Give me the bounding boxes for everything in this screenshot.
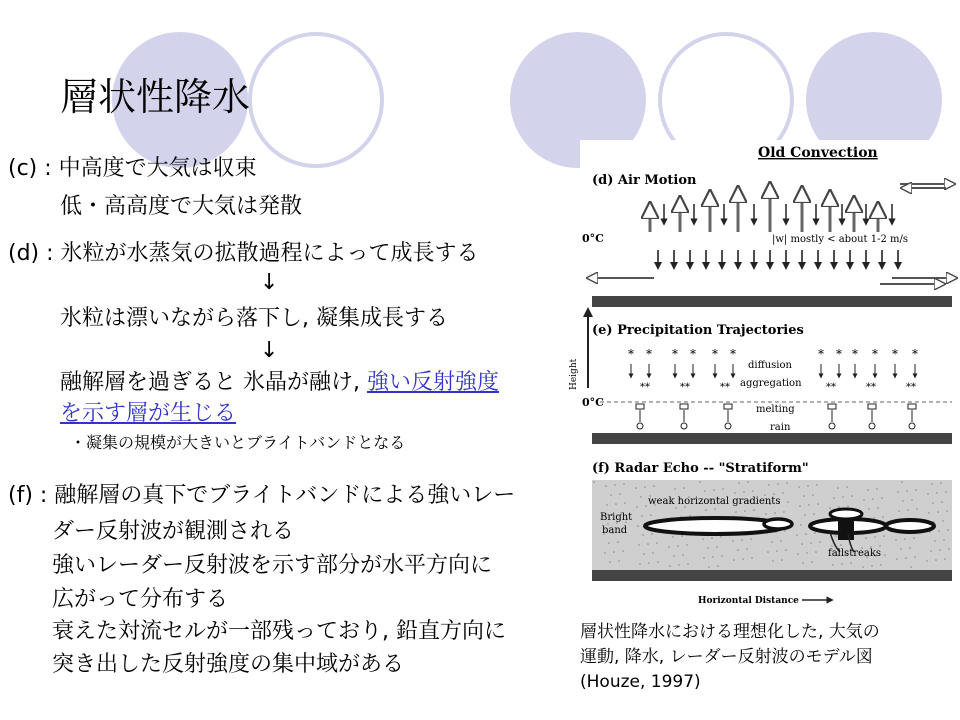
raindrop-icon — [637, 423, 643, 429]
echo-speckle — [708, 566, 710, 568]
echo-speckle — [841, 563, 843, 565]
d-line-3-text: 融解層を過ぎると 氷晶が融け, — [60, 370, 360, 395]
snowflake-icon: * — [872, 347, 878, 361]
echo-speckle — [703, 557, 705, 559]
echo-speckle — [939, 549, 941, 551]
echo-speckle — [914, 556, 916, 558]
echo-speckle — [636, 506, 638, 508]
echo-speckle — [752, 490, 754, 492]
f-line-4: 広がって分布する — [52, 587, 229, 612]
echo-speckle — [732, 540, 734, 542]
echo-speckle — [593, 481, 595, 483]
echo-speckle — [898, 510, 900, 512]
echo-speckle — [840, 544, 842, 546]
height-label: Height — [569, 358, 579, 390]
echo-speckle — [944, 558, 946, 560]
melting-label: melting — [756, 404, 795, 415]
figure-heading: Old Convection — [758, 145, 878, 161]
echo-speckle — [647, 543, 649, 545]
raindrop-icon — [681, 423, 687, 429]
reflectivity-link-2[interactable]: を示す層が生じる — [60, 401, 237, 426]
echo-speckle — [868, 508, 870, 510]
aggregate-icon: ** — [720, 382, 730, 393]
ground-f — [592, 570, 952, 581]
echo-speckle — [618, 560, 620, 562]
echo-speckle — [879, 545, 881, 547]
echo-speckle — [648, 562, 650, 564]
echo-speckle — [613, 551, 615, 553]
raindrop-icon — [725, 423, 731, 429]
echo-speckle — [805, 533, 807, 535]
echo-speckle — [751, 557, 753, 559]
echo-speckle — [906, 490, 908, 492]
echo-speckle — [643, 553, 645, 555]
echo-speckle — [753, 509, 755, 511]
f-line-5: 衰えた対流セルが一部残っており, 鉛直方向に — [52, 619, 506, 644]
echo-speckle — [771, 541, 773, 543]
d-line-3 — [60, 370, 499, 396]
snowflake-icon: * — [712, 347, 718, 361]
echo-speckle — [900, 548, 902, 550]
melting-particle — [636, 404, 644, 409]
echo-speckle — [624, 502, 626, 504]
ground-e — [592, 433, 952, 444]
echo-speckle — [810, 542, 812, 544]
w-label: |w| mostly < about 1-2 m/s — [772, 234, 909, 245]
echo-speckle — [656, 542, 658, 544]
echo-speckle — [717, 565, 719, 567]
d-line-1: (d) : 氷粒が水蒸気の拡散過程によって成長する — [8, 241, 479, 266]
caption-line-2: 運動, 降水, レーダー反射波のモデル図 — [580, 647, 873, 667]
echo-speckle — [642, 534, 644, 536]
echo-speckle — [750, 538, 752, 540]
echo-speckle — [907, 509, 909, 511]
melting-particle — [828, 404, 836, 409]
echo-speckle — [652, 552, 654, 554]
echo-speckle — [785, 549, 787, 551]
reflectivity-link-1[interactable]: 強い反射強度 — [367, 370, 500, 395]
echo-speckle — [638, 544, 640, 546]
echo-speckle — [657, 561, 659, 563]
echo-speckle — [773, 493, 775, 495]
melting-particle — [868, 404, 876, 409]
echo-speckle — [799, 505, 801, 507]
echo-speckle — [650, 514, 652, 516]
echo-speckle — [784, 530, 786, 532]
echo-speckle — [804, 514, 806, 516]
echo-speckle — [862, 566, 864, 568]
echo-speckle — [816, 484, 818, 486]
snowflake-icon: * — [646, 347, 652, 361]
echo-speckle — [863, 499, 865, 501]
echo-speckle — [846, 486, 848, 488]
echo-speckle — [615, 503, 617, 505]
d-line-4 — [60, 401, 236, 427]
echo-speckle — [831, 545, 833, 547]
echo-speckle — [829, 507, 831, 509]
echo-speckle — [606, 504, 608, 506]
snowflake-icon: * — [892, 347, 898, 361]
echo-speckle — [910, 566, 912, 568]
echo-speckle — [931, 483, 933, 485]
zero-c-label-1: 0°C — [582, 232, 604, 245]
echo-speckle — [776, 550, 778, 552]
echo-speckle — [639, 563, 641, 565]
echo-speckle — [945, 491, 947, 493]
echo-speckle — [645, 505, 647, 507]
echo-speckle — [928, 512, 930, 514]
echo-speckle — [738, 482, 740, 484]
echo-speckle — [877, 507, 879, 509]
echo-speckle — [916, 508, 918, 510]
aggregate-icon: ** — [640, 382, 650, 393]
echo-speckle — [702, 538, 704, 540]
echo-speckle — [904, 538, 906, 540]
snowflake-icon: * — [628, 347, 634, 361]
echo-speckle — [786, 482, 788, 484]
echo-speckle — [797, 553, 799, 555]
echo-speckle — [716, 546, 718, 548]
echo-speckle — [673, 555, 675, 557]
echo-speckle — [622, 550, 624, 552]
echo-speckle — [930, 550, 932, 552]
echo-speckle — [669, 565, 671, 567]
echo-speckle — [798, 486, 800, 488]
echo-speckle — [686, 544, 688, 546]
c-line-1: (c) : 中高度で大気は収束 — [8, 156, 257, 181]
echo-speckle — [668, 546, 670, 548]
echo-speckle — [707, 547, 709, 549]
snowflake-icon: * — [672, 347, 678, 361]
echo-speckle — [807, 485, 809, 487]
echo-speckle — [803, 495, 805, 497]
echo-speckle — [897, 491, 899, 493]
echo-speckle — [926, 560, 928, 562]
echo-speckle — [801, 543, 803, 545]
panel-f-label: (f) Radar Echo -- "Stratiform" — [592, 461, 809, 476]
echo-speckle — [741, 539, 743, 541]
echo-speckle — [895, 539, 897, 541]
echo-speckle — [605, 485, 607, 487]
echo-speckle — [637, 525, 639, 527]
echo-speckle — [913, 537, 915, 539]
echo-speckle — [746, 548, 748, 550]
echo-speckle — [678, 564, 680, 566]
echo-speckle — [635, 487, 637, 489]
echo-speckle — [787, 501, 789, 503]
raindrop-icon — [829, 423, 835, 429]
echo-speckle — [747, 481, 749, 483]
echo-speckle — [948, 548, 950, 550]
echo-speckle — [765, 513, 767, 515]
echo-speckle — [947, 529, 949, 531]
echo-speckle — [938, 530, 940, 532]
echo-speckle — [782, 492, 784, 494]
band-label: band — [602, 525, 628, 536]
echo-speckle — [608, 542, 610, 544]
echo-speckle — [833, 497, 835, 499]
echo-speckle — [940, 482, 942, 484]
f-line-6: 突き出した反射強度の集中域がある — [52, 652, 405, 677]
f-line-3: 強いレーダー反射波を示す部分が水平方向に — [52, 553, 493, 578]
echo-speckle — [774, 512, 776, 514]
echo-speckle — [640, 496, 642, 498]
echo-speckle — [871, 565, 873, 567]
echo-speckle — [744, 510, 746, 512]
echo-speckle — [832, 564, 834, 566]
echo-speckle — [808, 504, 810, 506]
snowflake-icon: * — [818, 347, 824, 361]
page-title: 層状性降水 — [60, 75, 251, 119]
echo-speckle — [838, 506, 840, 508]
echo-speckle — [811, 561, 813, 563]
echo-speckle — [733, 559, 735, 561]
echo-speckle — [842, 496, 844, 498]
echo-speckle — [876, 488, 878, 490]
echo-speckle — [867, 489, 869, 491]
echo-speckle — [942, 520, 944, 522]
echo-speckle — [802, 562, 804, 564]
echo-speckle — [911, 499, 913, 501]
echo-speckle — [653, 485, 655, 487]
d-note: ・凝集の規模が大きいとブライトバンドとなる — [70, 433, 406, 452]
d-line-2: 氷粒は漂いながら落下し, 凝集成長する — [60, 306, 448, 331]
echo-speckle — [721, 555, 723, 557]
aggregation-label: aggregation — [740, 378, 802, 389]
echo-speckle — [851, 495, 853, 497]
echo-speckle — [884, 554, 886, 556]
d-arrow-2: ↓ — [260, 338, 279, 363]
echo-speckle — [767, 551, 769, 553]
echo-speckle — [713, 489, 715, 491]
c-line-2: 低・高高度で大気は発散 — [60, 194, 303, 219]
aggregate-icon: ** — [826, 382, 836, 393]
snowflake-icon: * — [852, 347, 858, 361]
echo-speckle — [712, 556, 714, 558]
echo-speckle — [934, 540, 936, 542]
echo-speckle — [610, 494, 612, 496]
echo-speckle — [734, 492, 736, 494]
echo-speckle — [768, 484, 770, 486]
echo-speckle — [614, 484, 616, 486]
echo-speckle — [604, 552, 606, 554]
echo-speckle — [901, 481, 903, 483]
echo-speckle — [619, 493, 621, 495]
echo-speckle — [941, 501, 943, 503]
snowflake-icon: * — [690, 347, 696, 361]
echo-speckle — [814, 532, 816, 534]
zero-c-label-2: 0°C — [582, 396, 604, 409]
echo-speckle — [880, 564, 882, 566]
melting-particle — [908, 404, 916, 409]
diffusion-label: diffusion — [748, 360, 792, 371]
echo-speckle — [932, 502, 934, 504]
rain-label: rain — [770, 422, 791, 433]
echo-speckle — [819, 541, 821, 543]
echo-speckle — [837, 487, 839, 489]
echo-speckle — [915, 489, 917, 491]
echo-speckle — [617, 541, 619, 543]
ground-d — [592, 296, 952, 307]
snowflake-icon: * — [912, 347, 918, 361]
echo-speckle — [806, 552, 808, 554]
echo-speckle — [683, 487, 685, 489]
echo-speckle — [675, 507, 677, 509]
echo-speckle — [644, 486, 646, 488]
echo-speckle — [800, 524, 802, 526]
echo-speckle — [835, 535, 837, 537]
echo-speckle — [674, 488, 676, 490]
echo-speckle — [699, 481, 701, 483]
echo-speckle — [935, 559, 937, 561]
figure-caption — [580, 620, 958, 695]
echo-speckle — [742, 558, 744, 560]
echo-speckle — [813, 513, 815, 515]
echo-speckle — [937, 511, 939, 513]
echo-speckle — [905, 557, 907, 559]
figure-svg — [569, 140, 960, 610]
caption-line-1: 層状性降水における理想化した, 大気の — [580, 622, 880, 642]
echo-speckle — [881, 497, 883, 499]
echo-speckle — [777, 483, 779, 485]
melting-particle — [724, 404, 732, 409]
echo-speckle — [946, 510, 948, 512]
echo-speckle — [722, 488, 724, 490]
echo-speckle — [882, 516, 884, 518]
echo-speckle — [780, 540, 782, 542]
houze-model-figure — [569, 140, 960, 610]
echo-speckle — [623, 483, 625, 485]
echo-speckle — [909, 547, 911, 549]
f-line-2: ダー反射波が観測される — [52, 519, 295, 544]
echo-speckle — [936, 492, 938, 494]
updraft-arrows — [650, 190, 878, 232]
f-line-1: (f) : 融解層の真下でブライトバンドによる強いレー — [8, 483, 516, 508]
echo-speckle — [682, 554, 684, 556]
echo-speckle — [883, 535, 885, 537]
aggregate-icon: ** — [866, 382, 876, 393]
echo-speckle — [677, 545, 679, 547]
fallstreaks-label: fallstreaks — [828, 548, 882, 559]
echo-speckle — [704, 490, 706, 492]
echo-speckle — [847, 505, 849, 507]
d-arrow-1: ↓ — [260, 270, 279, 295]
x-axis-label: Horizontal Distance — [698, 596, 799, 606]
echo-speckle — [672, 536, 674, 538]
echo-speckle — [687, 563, 689, 565]
echo-speckle — [796, 534, 798, 536]
echo-speckle — [872, 498, 874, 500]
melting-particle — [680, 404, 688, 409]
echo-speckle — [641, 515, 643, 517]
echo-speckle — [737, 549, 739, 551]
echo-speckle — [772, 560, 774, 562]
echo-speckle — [705, 509, 707, 511]
echo-speckle — [651, 533, 653, 535]
aggregate-icon: ** — [680, 382, 690, 393]
echo-speckle — [711, 537, 713, 539]
echo-speckle — [850, 562, 852, 564]
decor-circle-2 — [248, 32, 384, 168]
echo-speckle — [927, 493, 929, 495]
echo-speckle — [781, 559, 783, 561]
echo-speckle — [865, 537, 867, 539]
echo-speckle — [817, 503, 819, 505]
echo-speckle — [681, 535, 683, 537]
echo-speckle — [943, 539, 945, 541]
raindrop-icon — [869, 423, 875, 429]
echo-speckle — [714, 508, 716, 510]
echo-speckle — [735, 511, 737, 513]
snowflake-icon: * — [836, 347, 842, 361]
echo-speckle — [812, 494, 814, 496]
echo-speckle — [743, 491, 745, 493]
echo-speckle — [873, 517, 875, 519]
weak-gradients-label: weak horizontal gradients — [648, 496, 781, 507]
echo-speckle — [874, 536, 876, 538]
aggregate-icon: ** — [906, 382, 916, 393]
echo-speckle — [609, 561, 611, 563]
panel-d-label: (d) Air Motion — [592, 173, 697, 188]
bright-label: Bright — [600, 512, 633, 523]
echo-speckle — [902, 500, 904, 502]
panel-e-label: (e) Precipitation Trajectories — [592, 323, 804, 338]
caption-line-3: (Houze, 1997) — [580, 672, 701, 692]
echo-speckle — [783, 511, 785, 513]
echo-speckle — [815, 551, 817, 553]
echo-speckle — [896, 558, 898, 560]
raindrop-icon — [909, 423, 915, 429]
snowflake-icon: * — [730, 347, 736, 361]
echo-speckle — [720, 536, 722, 538]
